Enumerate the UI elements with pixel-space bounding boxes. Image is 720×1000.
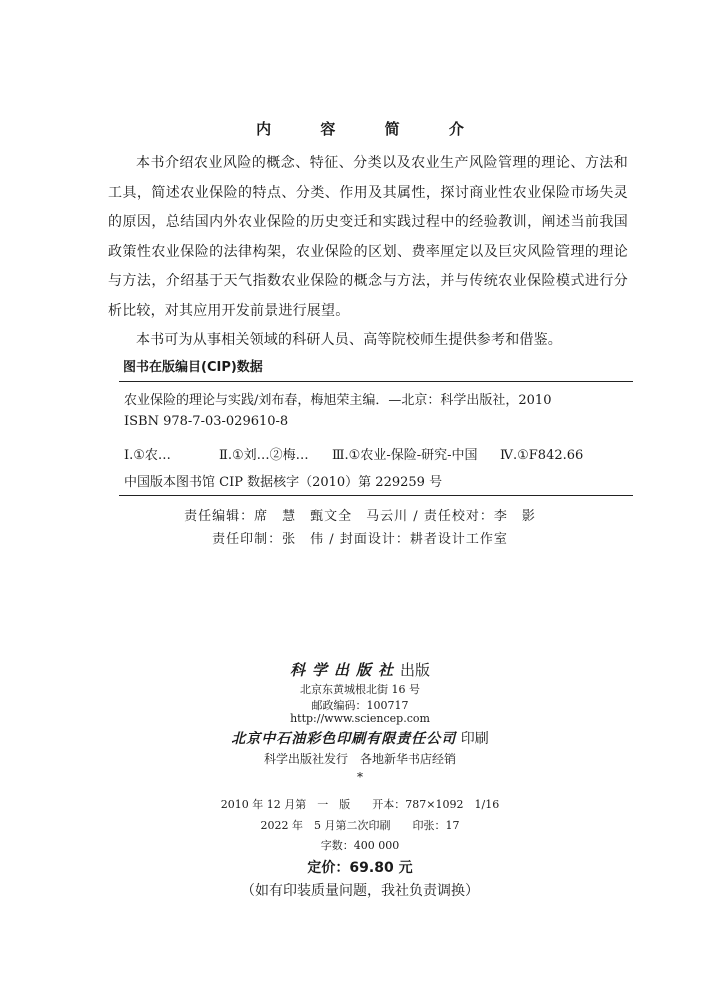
cip-title-line: 农业保险的理论与实践/刘布春，梅旭荣主编．—北京：科学出版社，2010 (124, 393, 552, 408)
publisher-suffix: 出版 (400, 661, 431, 679)
editor-credits: 责任编辑：席 慧 甄文全 马云川 / 责任校对：李 影 (184, 509, 536, 524)
price: 定价：69.80 元 (307, 860, 413, 876)
publisher-url: http://www.sciencep.com (290, 712, 430, 725)
publisher-logo-text: 科学出版社 (289, 661, 400, 679)
publisher-postcode: 邮政编码：100717 (311, 699, 409, 712)
cip-isbn-line: ISBN 978-7-03-029610-8 (124, 414, 289, 429)
printer-name: 北京中石油彩色印刷有限责任公司 (231, 731, 457, 747)
production-credits: 责任印制：张 伟 / 封面设计：耕者设计工作室 (212, 532, 508, 547)
cip-classification-line (124, 444, 583, 463)
cip-top-rule (119, 381, 633, 382)
printing-line (0, 817, 720, 833)
separator-mark: * (357, 770, 363, 784)
cip-bottom-rule (119, 495, 633, 496)
distribution-line: 科学出版社发行 各地新华书店经销 (263, 752, 456, 766)
publisher-line (0, 659, 720, 680)
cip-heading: 图书在版编目(CIP)数据 (123, 360, 263, 375)
sheets-info: 印张：17 (412, 819, 460, 832)
printer-suffix: 印刷 (460, 731, 489, 747)
word-count: 字数：400 000 (320, 839, 400, 852)
publisher-address: 北京东黄城根北街 16 号 (300, 683, 420, 696)
cip-class-item: Ⅲ.①农业-保险-研究-中国 (332, 448, 478, 463)
abstract-paragraph: 本书介绍农业风险的概念、特征、分类以及农业生产风险管理的理论、方法和工具，简述农业保险的特点、分类、作用及其属性，探讨商业性农业保险市场失灵的原因，总结国内外农业保险的历史变迁和实践过程中的经验教训，阐述当前我国政策性农业保险的法律构架，农业保险的区划、费率厘定以及巨灾风险管理的理论与方法，介绍基于天气指数农业保险的概念与方法，并与传统农业保险模式进行分析比较，对其应用开发前景进行展望。 (108, 155, 628, 319)
section-title: 内 容 简 介 (256, 120, 486, 138)
edition-info: 2010 年 12 月第 一 版 (220, 798, 351, 811)
format-info: 开本：787×1092 1/16 (372, 798, 500, 811)
printer-line (0, 728, 720, 748)
abstract-paragraph: 本书可为从事相关领域的科研人员、高等院校师生提供参考和借鉴。 (136, 332, 562, 348)
cip-class-item: Ⅱ.①刘…②梅… (219, 448, 309, 463)
edition-line (0, 796, 720, 812)
cip-record-line: 中国版本图书馆 CIP 数据核字（2010）第 229259 号 (124, 475, 443, 490)
abstract (108, 149, 628, 356)
cip-class-item: Ⅳ.①F842.66 (500, 448, 584, 463)
quality-note: （如有印装质量问题，我社负责调换） (241, 883, 479, 899)
cip-class-item: Ⅰ.①农… (124, 448, 171, 463)
printing-info: 2022 年 5 月第二次印刷 (260, 819, 391, 832)
